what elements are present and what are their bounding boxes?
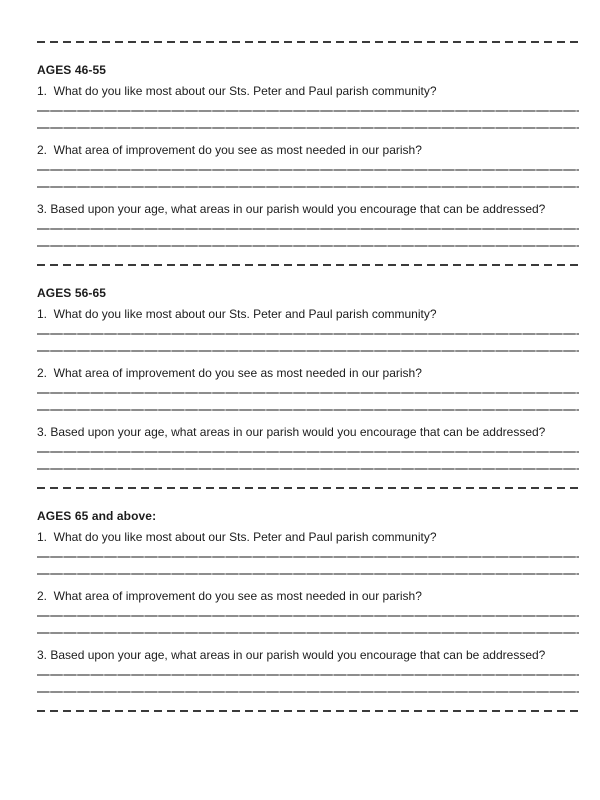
question-2: 2. What area of improvement do you see as most needed in our parish?	[37, 589, 422, 603]
answer-line	[37, 409, 579, 411]
answer-line	[37, 573, 579, 575]
top-dashed-separator	[37, 41, 579, 43]
answer-line	[37, 186, 579, 188]
question-3: 3. Based upon your age, what areas in our parish would you encourage that can be addressed?	[37, 425, 546, 439]
question-1: 1. What do you like most about our Sts. Peter and Paul parish community?	[37, 530, 437, 544]
answer-line	[37, 691, 579, 693]
section-heading: AGES 56-65	[37, 286, 107, 300]
question-1: 1. What do you like most about our Sts. Peter and Paul parish community?	[37, 84, 437, 98]
answer-line	[37, 615, 579, 617]
answer-line	[37, 632, 579, 634]
answer-line	[37, 556, 579, 558]
question-1: 1. What do you like most about our Sts. Peter and Paul parish community?	[37, 307, 437, 321]
answer-line	[37, 169, 579, 171]
answer-line	[37, 674, 579, 676]
section-heading: AGES 46-55	[37, 63, 107, 77]
answer-line	[37, 350, 579, 352]
section-dashed-separator	[37, 710, 579, 712]
question-3: 3. Based upon your age, what areas in our parish would you encourage that can be addressed?	[37, 202, 546, 216]
question-2: 2. What area of improvement do you see as most needed in our parish?	[37, 143, 422, 157]
answer-line	[37, 228, 579, 230]
section-ages-65-and-above	[37, 510, 579, 712]
section-dashed-separator	[37, 487, 579, 489]
section-ages-56-65	[37, 287, 579, 489]
answer-line	[37, 245, 579, 247]
answer-line	[37, 110, 579, 112]
answer-line	[37, 127, 579, 129]
answer-line	[37, 451, 579, 453]
section-ages-46-55	[37, 64, 579, 266]
answer-line	[37, 468, 579, 470]
answer-line	[37, 392, 579, 394]
question-3: 3. Based upon your age, what areas in our parish would you encourage that can be addressed?	[37, 648, 546, 662]
question-2: 2. What area of improvement do you see as most needed in our parish?	[37, 366, 422, 380]
answer-line	[37, 333, 579, 335]
section-heading: AGES 65 and above:	[37, 509, 157, 523]
section-dashed-separator	[37, 264, 579, 266]
